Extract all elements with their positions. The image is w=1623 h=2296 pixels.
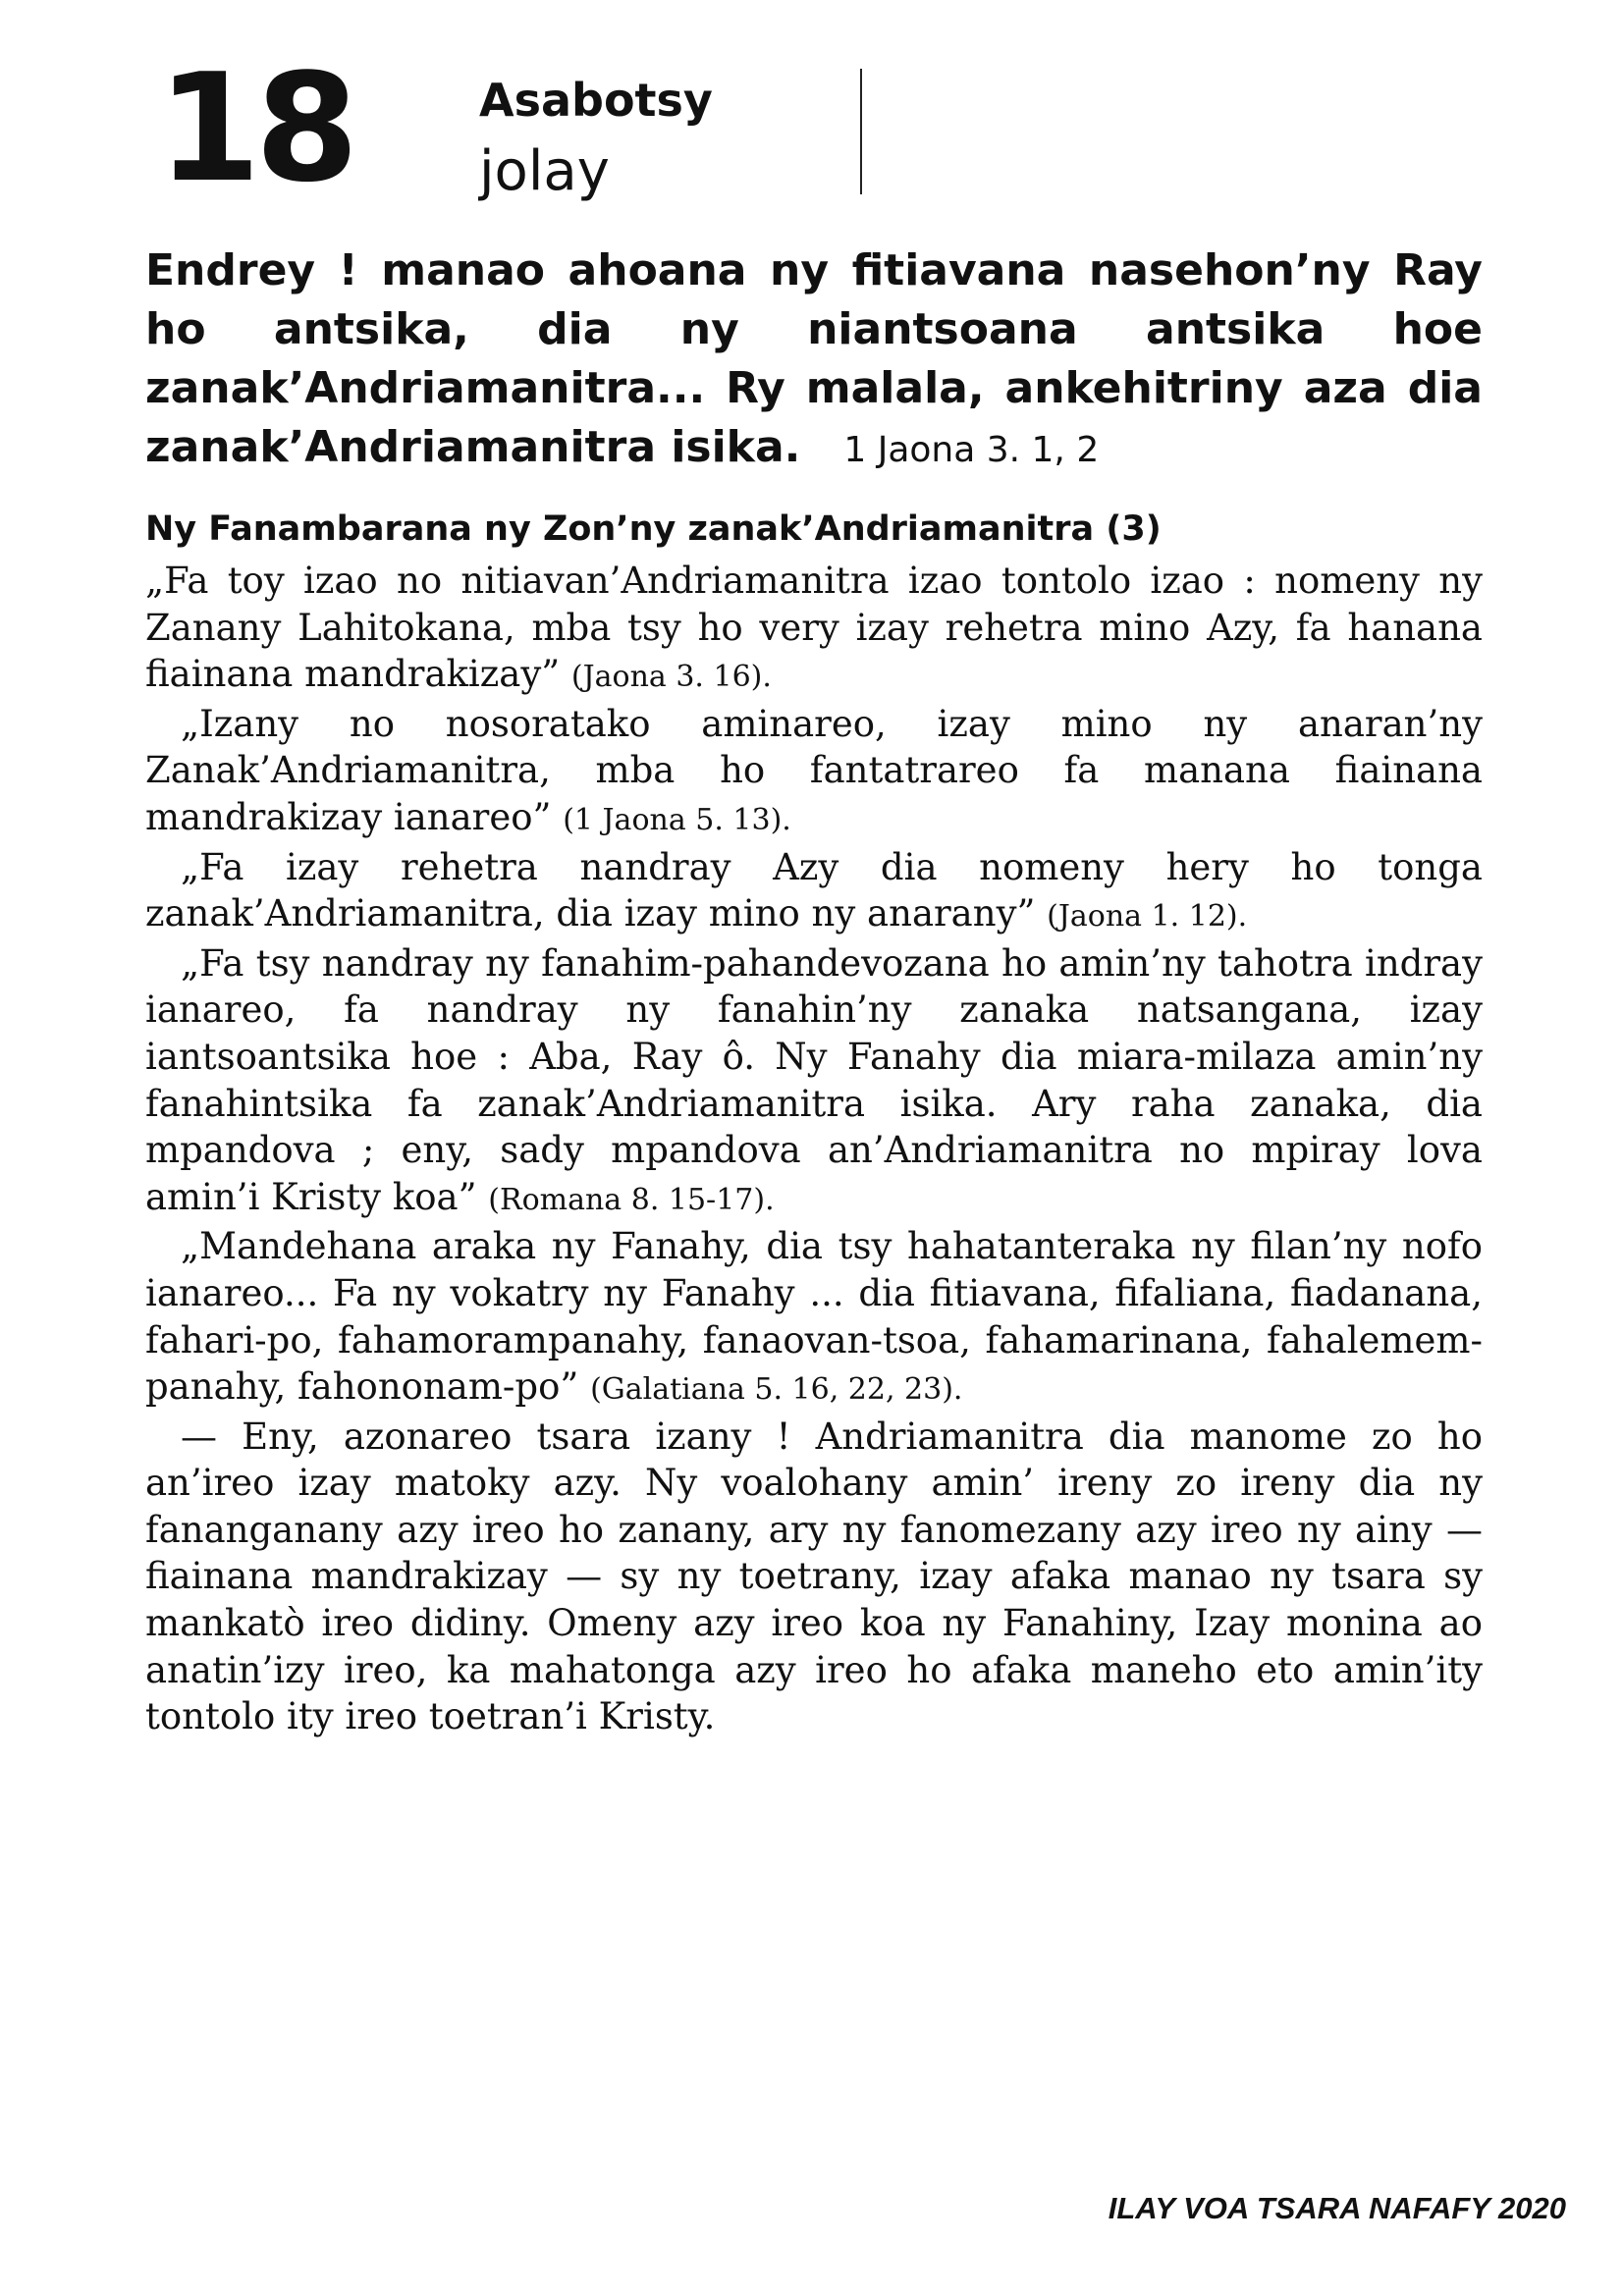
paragraph-text: — Eny, azonareo tsara izany ! Andriamanitra dia manome zo ho an’ireo izay matoky azy. Ny voalohany amin’ ireny zo ireny dia ny fananganany azy ireo ho zanany, ary ny fanomezany azy ireo ny ainy — fiainana mandrakizay — sy ny toetrany, izay afaka manao ny tsara sy mankatò ireo didiny. Omeny azy ireo koa ny Fanahiny, Izay monina ao anatin’izy ireo, ka mahatonga azy ireo ho afaka maneho eto amin’ity tontolo ity ireo toetran’i Kristy.: [145, 1415, 1483, 1738]
paragraph: [145, 1223, 1483, 1413]
verse-text: Endrey ! manao ahoana ny fitiavana nasehon’ny Ray ho antsika, dia ny niantsoana antsika hoe zanak’Andriamanitra... Ry malala, ankehitriny aza dia zanak’Andriamanitra isika.: [145, 245, 1483, 472]
weekday: Asabotsy: [479, 74, 713, 127]
paragraph-text: „Izany no nosoratako aminareo, izay mino ny anaran’ny Zanak’Andriamanitra, mba ho fantatrareo fa manana fiainana mandrakizay ianareo”: [145, 702, 1483, 838]
header-divider: [860, 69, 862, 194]
bible-citation: (Galatiana 5. 16, 22, 23).: [590, 1372, 963, 1408]
footer-publication: ILAY VOA TSARA NAFAFY 2020: [1108, 2191, 1566, 2225]
bible-citation: (1 Jaona 5. 13).: [563, 802, 791, 837]
paragraph-text: „Fa toy izao no nitiavan’Andriamanitra izao tontolo izao : nomeny ny Zanany Lahitokana, mba tsy ho very izay rehetra mino Azy, fa hanana fiainana mandrakizay”: [145, 560, 1483, 696]
body-text: [145, 558, 1483, 1740]
paragraph-text: „Fa izay rehetra nandray Azy dia nomeny hery ho tonga zanak’Andriamanitra, dia izay mino ny anarany”: [145, 845, 1483, 935]
paragraph-text: „Mandehana araka ny Fanahy, dia tsy hahatanteraka ny filan’ny nofo ianareo... Fa ny vokatry ny Fanahy ... dia fitiavana, fifaliana, fiadanana, fahari-po, fahamorampanahy, fanaovan-tsoa, fahamarinana, fahalemem-panahy, fahononam-po”: [145, 1225, 1483, 1409]
bible-citation: (Jaona 1. 12).: [1047, 899, 1248, 934]
daily-verse: [145, 241, 1483, 480]
day-number: 18: [157, 41, 353, 215]
paragraph-text: „Fa tsy nandray ny fanahim-pahandevozana ho amin’ny tahotra indray ianareo, fa nandray ny fanahin’ny zanaka natsangana, izay iantsoantsika hoe : Aba, Ray ô. Ny Fanahy dia miara-milaza amin’ny fanahintsika fa zanak’Andriamanitra isika. Ary raha zanaka, dia mpandova ; eny, sady mpandova an’Andriamanitra no mpiray lova amin’i Kristy koa”: [145, 941, 1483, 1218]
paragraph: [145, 940, 1483, 1224]
bible-citation: (Jaona 3. 16).: [570, 660, 772, 695]
paragraph: [145, 558, 1483, 701]
paragraph: [145, 1414, 1483, 1740]
paragraph: [145, 701, 1483, 844]
month: jolay: [479, 139, 610, 203]
section-title: Ny Fanambarana ny Zon’ny zanak’Andriamanitra (3): [145, 509, 1162, 549]
paragraph: [145, 844, 1483, 940]
date-header: [157, 41, 884, 215]
bible-citation: (Romana 8. 15-17).: [488, 1182, 775, 1217]
verse-reference: 1 Jaona 3. 1, 2: [843, 430, 1100, 470]
